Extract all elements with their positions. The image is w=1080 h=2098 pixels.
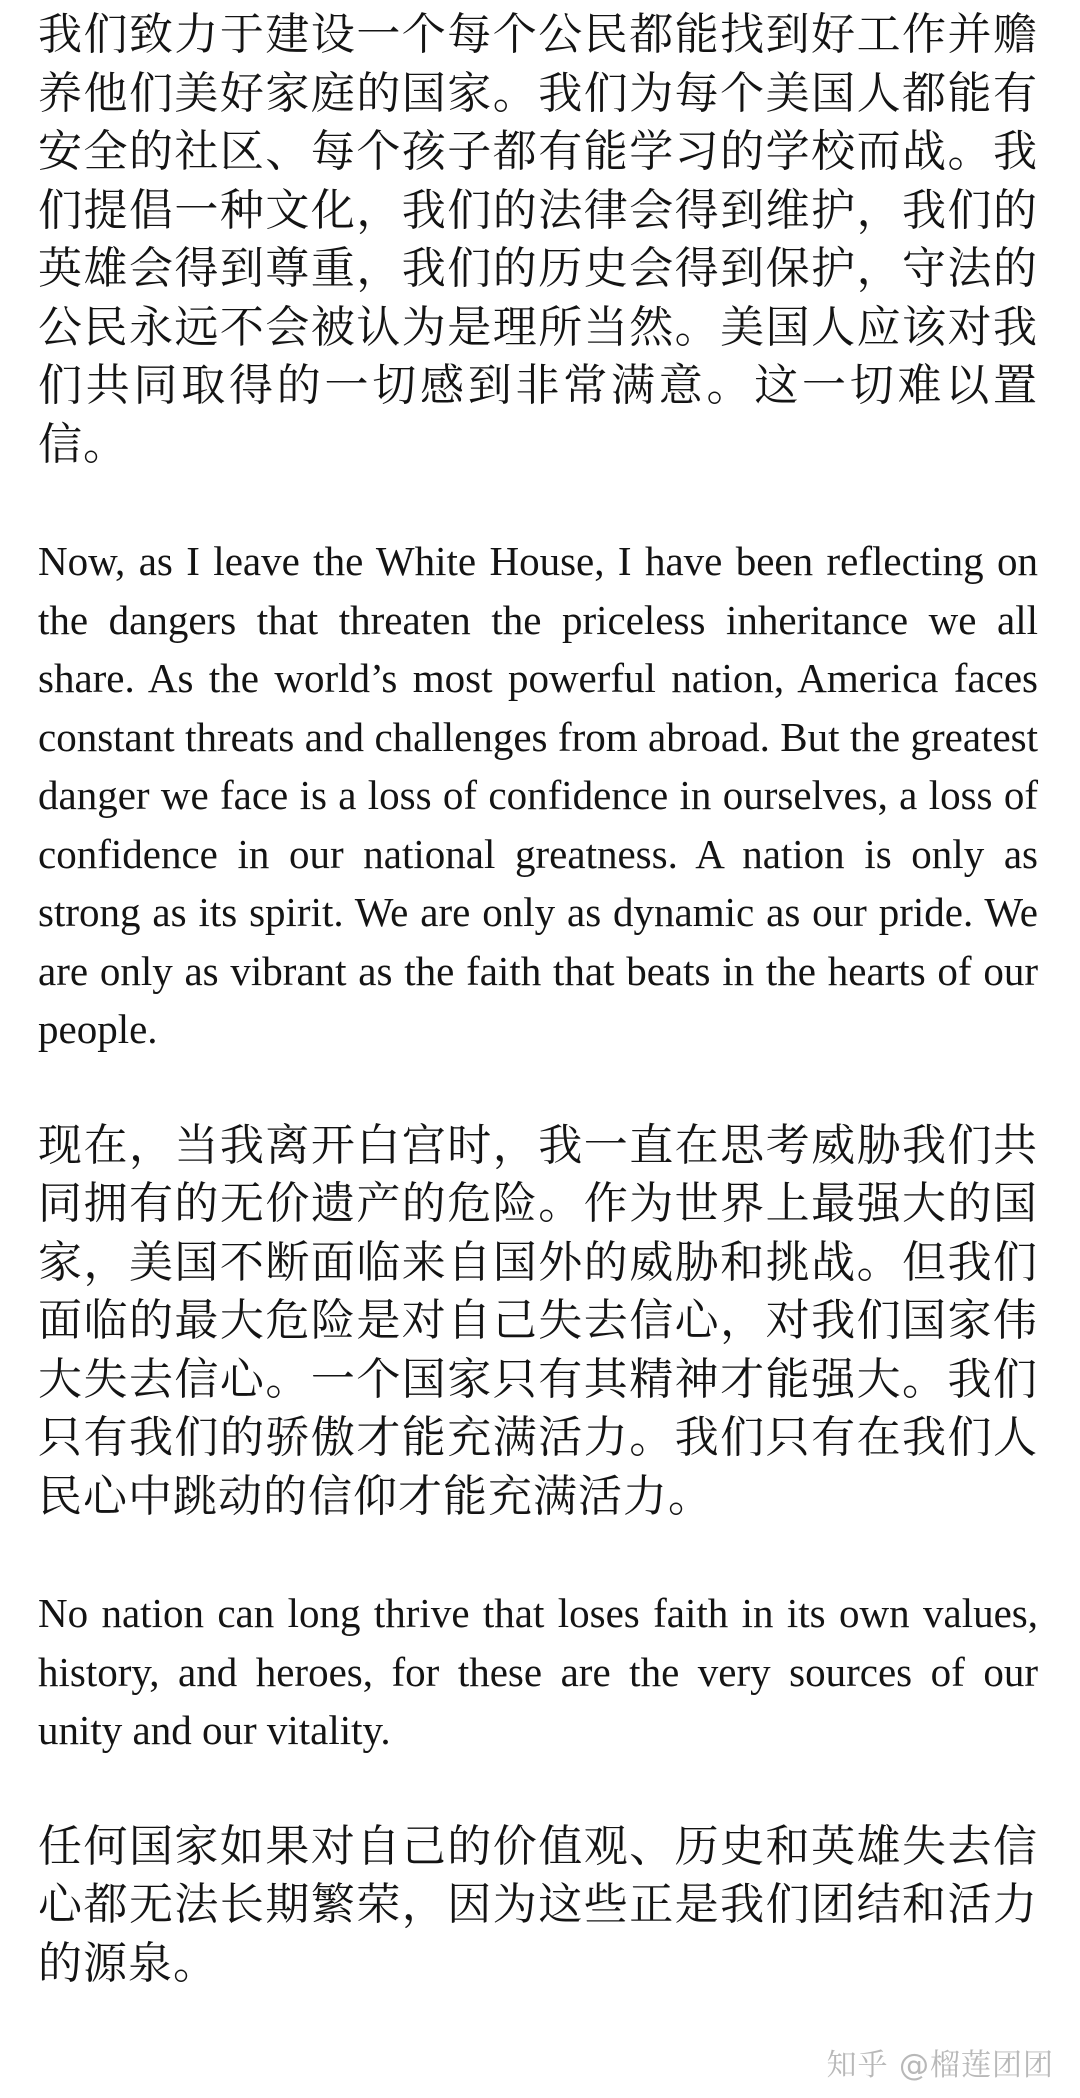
paragraph-gap [38,474,1038,532]
paragraph-2-english: Now, as I leave the White House, I have been reflecting on the dangers that threaten the priceless inheritance we all share. As the world’s most powerful nation, America faces constant threats and challenges from abroad. But the greatest danger we face is a loss of confidence in ourselves, a loss of confidence in our national greatness. A nation is only as strong as its spirit. We are only as dynamic as our pride. We are only as vibrant as the faith that beats in the hearts of our people. [38,538,1038,1052]
paragraph-gap [38,1059,1038,1117]
paragraph-1-chinese: 我们致力于建设一个每个公民都能找到好工作并赡养他们美好家庭的国家。我们为每个美国人都能有安全的社区、每个孩子都有能学习的学校而战。我们提倡一种文化，我们的法律会得到维护，我们的英雄会得到尊重，我们的历史会得到保护，守法的公民永远不会被认为是理所当然。美国人应该对我们共同取得的一切感到非常满意。这一切难以置信。 [38,9,1038,470]
paragraph-3-chinese: 现在，当我离开白宫时，我一直在思考威胁我们共同拥有的无价遗产的危险。作为世界上最强大的国家，美国不断面临来自国外的威胁和挑战。但我们面临的最大危险是对自己失去信心，对我们国家伟大失去信心。一个国家只有其精神才能强大。我们只有我们的骄傲才能充满活力。我们只有在我们人民心中跳动的信仰才能充满活力。 [38,1119,1038,1522]
paragraph-4-english: No nation can long thrive that loses faith in its own values, history, and heroes, for these are the very sources of our unity and our vitality. [38,1590,1038,1753]
paragraph-5-chinese: 任何国家如果对自己的价值观、历史和英雄失去信心都无法长期繁荣，因为这些正是我们团结和活力的源泉。 [38,1820,1038,1989]
zhihu-watermark: 知乎 @榴莲团团 [826,2048,1054,2083]
paragraph-gap [38,1526,1038,1584]
paragraph-gap [38,1760,1038,1818]
